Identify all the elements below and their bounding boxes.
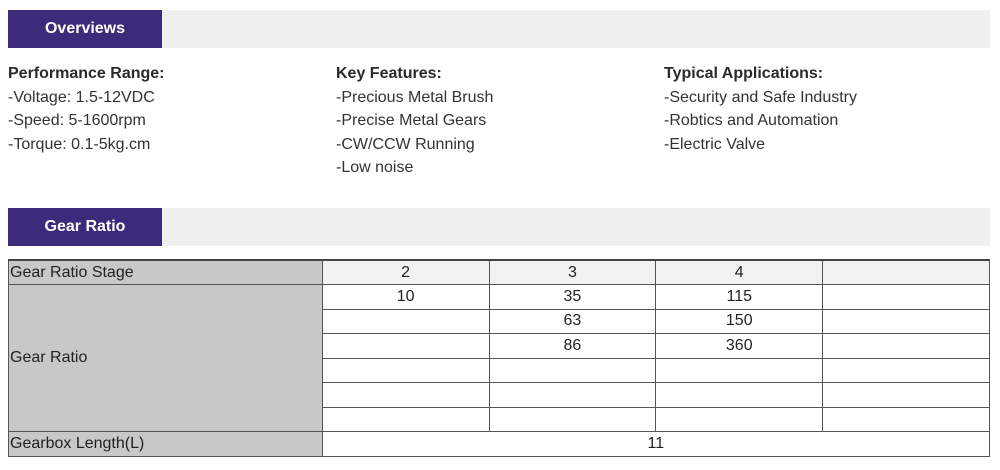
stage-label-cell: Gear Ratio Stage (9, 260, 323, 285)
gear-ratio-tab: Gear Ratio (8, 208, 162, 246)
ratio-cell (823, 358, 990, 383)
ratio-cell (656, 358, 823, 383)
key-features-heading: Key Features: (336, 65, 442, 82)
key-features-column (336, 62, 656, 180)
ratio-cell (489, 407, 656, 432)
ratio-cell: 86 (489, 334, 656, 359)
ratio-cell: 35 (489, 285, 656, 310)
ratio-cell (823, 309, 990, 334)
application-item: -Robtics and Automation (664, 112, 839, 129)
table-row (9, 285, 990, 310)
gear-ratio-table (8, 259, 990, 457)
overviews-section-bar (8, 10, 990, 48)
ratio-cell: 360 (656, 334, 823, 359)
feature-item: -Low noise (336, 159, 414, 176)
stage-cell: 3 (489, 260, 656, 285)
ratio-cell (823, 334, 990, 359)
ratio-cell (489, 383, 656, 408)
performance-range-column (8, 62, 328, 156)
gearbox-length-label-cell: Gearbox Length(L) (9, 432, 323, 457)
typical-applications-heading: Typical Applications: (664, 65, 824, 82)
ratio-cell (322, 358, 489, 383)
performance-item-voltage: -Voltage: 1.5-12VDC (8, 88, 155, 106)
feature-item: -CW/CCW Running (336, 135, 475, 153)
ratio-cell (823, 407, 990, 432)
ratio-cell (656, 407, 823, 432)
ratio-cell: 115 (656, 285, 823, 310)
performance-range-heading: Performance Range: (8, 65, 165, 82)
ratio-cell (489, 358, 656, 383)
typical-applications-column (664, 62, 984, 156)
stage-cell: 2 (322, 260, 489, 285)
ratio-cell (322, 334, 489, 359)
feature-item: -Precious Metal Brush (336, 88, 494, 106)
ratio-cell: 150 (656, 309, 823, 334)
stage-cell (823, 260, 990, 285)
table-row-stage (9, 260, 990, 285)
overviews-tab: Overviews (8, 10, 162, 48)
performance-item-torque: -Torque: 0.1-5kg.cm (8, 135, 151, 153)
gearbox-length-value-cell: 11 (322, 432, 989, 457)
feature-item: -Precise Metal Gears (336, 112, 487, 129)
ratio-cell (322, 383, 489, 408)
ratio-cell: 63 (489, 309, 656, 334)
performance-item-speed: -Speed: 5-1600rpm (8, 112, 146, 129)
ratio-cell (823, 285, 990, 310)
gear-ratio-section-bar (8, 208, 990, 246)
ratio-cell (322, 309, 489, 334)
ratio-cell (823, 383, 990, 408)
gear-ratio-label-cell: Gear Ratio (9, 285, 323, 432)
ratio-cell (322, 407, 489, 432)
ratio-cell: 10 (322, 285, 489, 310)
ratio-cell (656, 383, 823, 408)
application-item: -Security and Safe Industry (664, 88, 857, 106)
application-item: -Electric Valve (664, 135, 766, 153)
stage-cell: 4 (656, 260, 823, 285)
table-row-length (9, 432, 990, 457)
